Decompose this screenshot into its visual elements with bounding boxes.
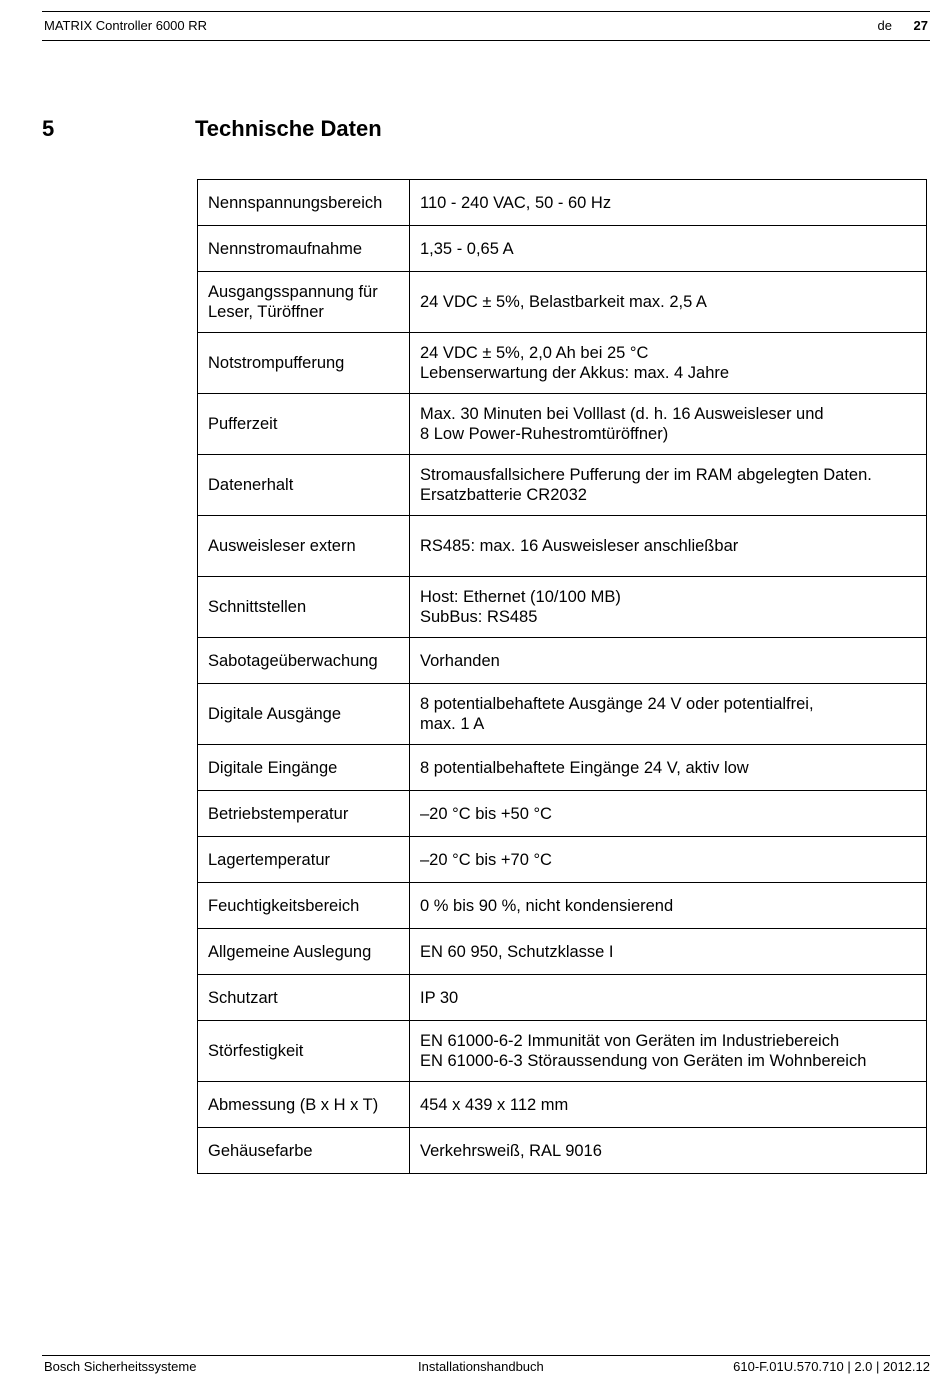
table-row [198, 180, 927, 226]
table-row [198, 975, 927, 1021]
section-title: Technische Daten [195, 116, 382, 141]
footer-document-id: 610-F.01U.570.710 | 2.0 | 2012.12 [733, 1359, 930, 1374]
spec-value: –20 °C bis +70 °C [410, 837, 927, 883]
spec-label: Notstrompufferung [198, 333, 410, 394]
spec-label: Sabotageüberwachung [198, 638, 410, 684]
spec-value: 454 x 439 x 112 mm [410, 1082, 927, 1128]
table-row [198, 1128, 927, 1174]
footer-document-type: Installationshandbuch [418, 1359, 544, 1374]
spec-value: EN 60 950, Schutzklasse I [410, 929, 927, 975]
spec-value: IP 30 [410, 975, 927, 1021]
table-row [198, 791, 927, 837]
spec-value: Max. 30 Minuten bei Volllast (d. h. 16 Ausweisleser und 8 Low Power-Ruhestromtüröffner) [410, 394, 927, 455]
spec-value: 8 potentialbehaftete Eingänge 24 V, aktiv low [410, 745, 927, 791]
table-row [198, 1082, 927, 1128]
table-row [198, 333, 927, 394]
language-code: de [877, 18, 892, 33]
spec-value: 24 VDC ± 5%, Belastbarkeit max. 2,5 A [410, 272, 927, 333]
table-row [198, 272, 927, 333]
spec-label: Gehäusefarbe [198, 1128, 410, 1174]
spec-label: Schutzart [198, 975, 410, 1021]
spec-value: 0 % bis 90 %, nicht kondensierend [410, 883, 927, 929]
table-row [198, 745, 927, 791]
spec-label: Digitale Ausgänge [198, 684, 410, 745]
page-number: 27 [913, 18, 928, 33]
document-title: MATRIX Controller 6000 RR [44, 18, 208, 33]
spec-value: 24 VDC ± 5%, 2,0 Ah bei 25 °C Lebenserwartung der Akkus: max. 4 Jahre [410, 333, 927, 394]
spec-label: Ausweisleser extern [198, 516, 410, 577]
spec-label: Störfestigkeit [198, 1021, 410, 1082]
spec-value: RS485: max. 16 Ausweisleser anschließbar [410, 516, 927, 577]
page-header [42, 11, 930, 41]
spec-label: Allgemeine Auslegung [198, 929, 410, 975]
spec-value: Vorhanden [410, 638, 927, 684]
table-row [198, 394, 927, 455]
spec-label: Lagertemperatur [198, 837, 410, 883]
spec-label: Betriebstemperatur [198, 791, 410, 837]
spec-label: Digitale Eingänge [198, 745, 410, 791]
page-footer [42, 1355, 930, 1379]
table-row [198, 226, 927, 272]
table-row [198, 516, 927, 577]
spec-label: Pufferzeit [198, 394, 410, 455]
spec-label: Abmessung (B x H x T) [198, 1082, 410, 1128]
spec-value: 8 potentialbehaftete Ausgänge 24 V oder potentialfrei, max. 1 A [410, 684, 927, 745]
spec-label: Ausgangsspannung für Leser, Türöffner [198, 272, 410, 333]
spec-label: Feuchtigkeitsbereich [198, 883, 410, 929]
section-number: 5 [42, 116, 55, 141]
spec-value: Host: Ethernet (10/100 MB) SubBus: RS485 [410, 577, 927, 638]
spec-value: 110 - 240 VAC, 50 - 60 Hz [410, 180, 927, 226]
spec-label: Schnittstellen [198, 577, 410, 638]
spec-value: –20 °C bis +50 °C [410, 791, 927, 837]
spec-value: Stromausfallsichere Pufferung der im RAM abgelegten Daten. Ersatzbatterie CR2032 [410, 455, 927, 516]
spec-value: 1,35 - 0,65 A [410, 226, 927, 272]
spec-label: Datenerhalt [198, 455, 410, 516]
table-row [198, 1021, 927, 1082]
spec-label: Nennspannungsbereich [198, 180, 410, 226]
table-row [198, 929, 927, 975]
technical-data-table [197, 179, 927, 1174]
table-row [198, 455, 927, 516]
spec-label: Nennstromaufnahme [198, 226, 410, 272]
spec-value: Verkehrsweiß, RAL 9016 [410, 1128, 927, 1174]
table-row [198, 638, 927, 684]
table-row [198, 837, 927, 883]
footer-publisher: Bosch Sicherheitssysteme [44, 1359, 197, 1374]
spec-value: EN 61000-6-2 Immunität von Geräten im Industriebereich EN 61000-6-3 Störaussendung von Geräten im Wohnbereich [410, 1021, 927, 1082]
table-row [198, 684, 927, 745]
table-row [198, 883, 927, 929]
table-row [198, 577, 927, 638]
